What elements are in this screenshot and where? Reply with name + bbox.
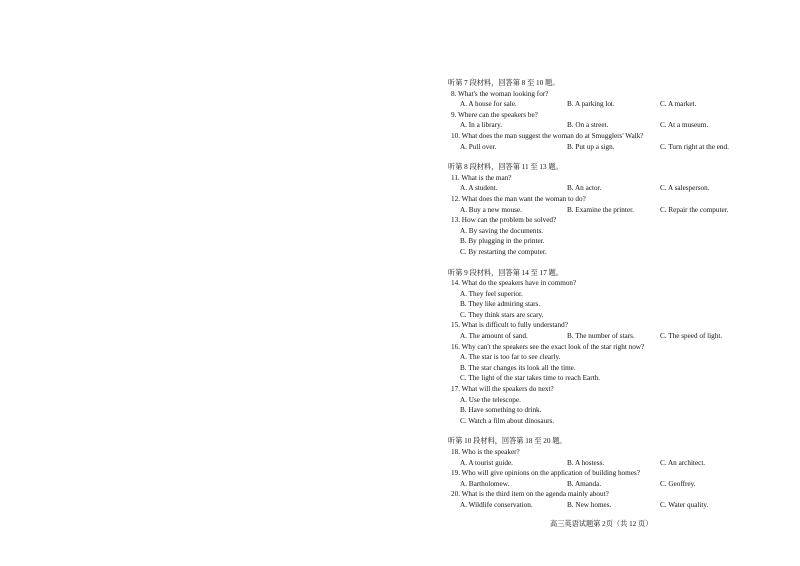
section-heading: 听第 9 段材料，回答第 14 至 17 题。 xyxy=(448,268,564,277)
question-text: 18. Who is the speaker? xyxy=(451,448,520,456)
answer-option: B. A hostess. xyxy=(567,458,605,467)
answer-option: C. Turn right at the end. xyxy=(660,142,729,151)
answer-option: B. On a street. xyxy=(567,121,609,130)
answer-option: C. By restarting the computer. xyxy=(460,247,547,256)
option-row xyxy=(448,120,748,131)
answer-option: C. Geoffrey. xyxy=(660,479,696,488)
question-text: 13. How can the problem be solved? xyxy=(451,216,557,225)
question-text: 20. What is the third item on the agenda mainly about? xyxy=(451,490,609,499)
answer-option: C. Water quality. xyxy=(660,500,709,509)
question-text: 8. What's the woman looking for? xyxy=(451,89,549,98)
answer-option: A. A tourist guide. xyxy=(460,458,513,467)
answer-option: B. Put up a sign. xyxy=(567,142,615,151)
answer-option: C. Repair the computer. xyxy=(660,205,729,214)
question-text: 14. What do the speakers have in common? xyxy=(451,279,577,288)
answer-option: C. At a museum. xyxy=(660,121,709,130)
answer-option: A. Wildlife conservation. xyxy=(460,500,533,509)
question-text: 12. What does the man want the woman to do? xyxy=(451,194,586,203)
option-row xyxy=(448,331,748,342)
question-section xyxy=(448,162,748,257)
answer-option: A. In a library. xyxy=(460,121,503,130)
answer-option: C. The light of the star takes time to reach Earth. xyxy=(460,374,600,383)
answer-option: B. They like admiring stars. xyxy=(460,300,541,309)
question-section xyxy=(448,436,748,510)
answer-option: C. Watch a film about dinosaurs. xyxy=(460,416,555,425)
answer-option: B. Amanda. xyxy=(567,479,602,488)
question-text: 19. Who will give opinions on the application of building homes? xyxy=(451,469,640,478)
question-column xyxy=(448,78,748,511)
question-section xyxy=(448,268,748,427)
answer-option: B. Have something to drink. xyxy=(460,406,542,415)
option-row xyxy=(448,458,748,469)
answer-option: B. The number of stars. xyxy=(567,332,635,341)
answer-option: A. They feel superior. xyxy=(460,289,523,298)
answer-option: A. Pull over. xyxy=(460,142,497,151)
section-heading: 听第 8 段材料，回答第 11 至 13 题。 xyxy=(448,163,563,172)
answer-option: A. Buy a new mouse. xyxy=(460,205,522,214)
question-text: 11. What is the man? xyxy=(451,173,512,182)
option-row xyxy=(448,479,748,490)
option-row xyxy=(448,500,748,511)
question-text: 15. What is difficult to fully understand? xyxy=(451,321,568,330)
question-text: 16. Why can't the speakers see the exact look of the star right now? xyxy=(451,342,645,351)
answer-option: A. By saving the documents. xyxy=(460,226,544,235)
answer-option: A. The amount of sand. xyxy=(460,332,528,341)
answer-option: A. Use the telescope. xyxy=(460,395,521,404)
answer-option: A. A house for sale. xyxy=(460,100,517,109)
answer-option: C. A market. xyxy=(660,100,697,109)
question-text: 9. Where can the speakers be? xyxy=(451,110,538,119)
answer-option: C. An architect. xyxy=(660,458,706,467)
option-row xyxy=(448,205,748,216)
answer-option: B. Examine the printer. xyxy=(567,205,634,214)
option-row xyxy=(448,99,748,110)
answer-option: B. New homes. xyxy=(567,500,612,509)
answer-option: B. By plugging in the printer. xyxy=(460,237,545,246)
option-row xyxy=(448,142,748,153)
answer-option: A. Bartholomew. xyxy=(460,479,510,488)
answer-option: A. A student. xyxy=(460,184,498,193)
question-section xyxy=(448,78,748,152)
section-heading: 听第 10 段材料，回答第 18 至 20 题。 xyxy=(448,437,567,446)
option-row xyxy=(448,183,748,194)
answer-option: C. The speed of light. xyxy=(660,332,723,341)
question-text: 10. What does the man suggest the woman do at Smugglers' Walk? xyxy=(451,131,644,140)
answer-option: B. An actor. xyxy=(567,184,602,193)
section-heading: 听第 7 段材料，回答第 8 至 10 题。 xyxy=(448,79,560,87)
answer-option: C. A salesperson. xyxy=(660,184,710,193)
page-footer: 高三英语试题第 2页（共 12 页） xyxy=(550,520,653,528)
answer-option: B. The star changes its look all the time. xyxy=(460,363,576,372)
question-text: 17. What will the speakers do next? xyxy=(451,385,554,394)
answer-option: C. They think stars are scary. xyxy=(460,310,544,319)
answer-option: B. A parking lot. xyxy=(567,100,615,109)
answer-option: A. The star is too far to see clearly. xyxy=(460,353,561,362)
